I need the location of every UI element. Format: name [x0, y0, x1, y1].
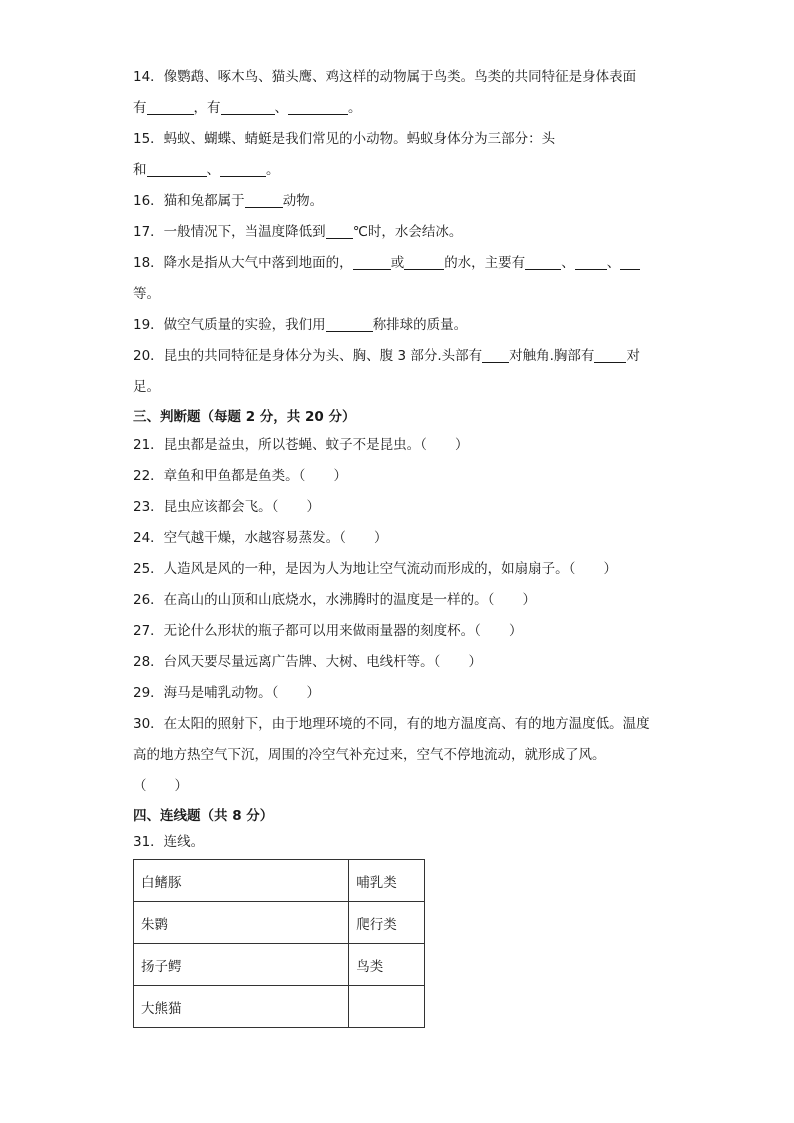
- question-18-line-1: [133, 248, 673, 279]
- question-24-close: ）: [373, 530, 388, 546]
- answer-blank[interactable]: [353, 255, 391, 270]
- question-17-text-b: ℃时，水会结冰。: [352, 224, 463, 240]
- answer-blank[interactable]: [482, 348, 509, 363]
- question-30-close: ）: [174, 778, 188, 794]
- question-14-text-e: 。: [348, 100, 362, 116]
- question-15-line-2: [133, 155, 673, 186]
- question-28-close: ）: [468, 654, 482, 670]
- question-31-text: 31．连线。: [133, 834, 205, 850]
- worksheet-page: [133, 62, 673, 1028]
- question-20-text-c: 对: [626, 348, 640, 364]
- answer-blank[interactable]: [594, 348, 626, 363]
- question-19-text: 19．做空气质量的实验，我们用: [133, 317, 326, 333]
- question-27-text: 27．无论什么形状的瓶子都可以用来做雨量器的刻度杯。（: [133, 623, 481, 639]
- question-30-line-3: [133, 771, 673, 802]
- table-row: [134, 944, 425, 986]
- table-cell-left[interactable]: 白鳍豚: [134, 860, 349, 902]
- question-16-text-b: 动物。: [282, 193, 324, 209]
- table-cell-right[interactable]: 哺乳类: [349, 860, 425, 902]
- question-26: [133, 585, 673, 616]
- question-30-line-2: [133, 740, 673, 771]
- question-30-line-1: [133, 709, 673, 740]
- matching-table: [133, 859, 425, 1028]
- question-29: [133, 678, 673, 709]
- answer-blank[interactable]: [221, 100, 275, 115]
- question-24-text: 24．空气越干燥，水越容易蒸发。（: [133, 530, 346, 546]
- question-18-text-c: 的水，主要有: [444, 255, 526, 271]
- section-4-heading: [133, 804, 673, 829]
- section-3-heading-text: 三、判断题（每题 2 分，共 20 分）: [133, 409, 356, 425]
- question-14-text-b: 有: [133, 100, 147, 116]
- question-20-text-b: 对触角.胸部有: [509, 348, 595, 364]
- question-25: [133, 554, 673, 585]
- answer-blank[interactable]: [525, 255, 561, 270]
- question-26-close: ）: [522, 592, 536, 608]
- question-25-text: 25．人造风是风的一种，是因为人为地让空气流动而形成的，如扇扇子。（: [133, 561, 576, 577]
- question-27-close: ）: [508, 623, 523, 639]
- question-16: [133, 186, 673, 217]
- answer-blank[interactable]: [404, 255, 444, 270]
- answer-blank[interactable]: [288, 100, 348, 115]
- question-17-text: 17．一般情况下，当温度降低到: [133, 224, 326, 240]
- question-30-text-b: 高的地方热空气下沉，周围的冷空气补充过来，空气不停地流动，就形成了风。: [133, 747, 606, 763]
- question-15-text-b: 和: [133, 162, 147, 178]
- question-18-text-e: 、: [606, 255, 621, 271]
- question-14-text-d: 、: [274, 100, 288, 116]
- question-27: [133, 616, 673, 647]
- table-cell-right[interactable]: [349, 986, 425, 1028]
- section-4-heading-text: 四、连线题（共 8 分）: [133, 808, 274, 824]
- table-cell-right[interactable]: 鸟类: [349, 944, 425, 986]
- question-18-line-2: [133, 279, 673, 310]
- question-22-close: ）: [333, 468, 347, 484]
- question-16-text: 16．猫和兔都属于: [133, 193, 245, 209]
- table-cell-right[interactable]: 爬行类: [349, 902, 425, 944]
- question-20-line-1: [133, 341, 673, 372]
- answer-blank[interactable]: [575, 255, 607, 270]
- question-23-text: 23．昆虫应该都会飞。（: [133, 499, 279, 515]
- question-22-text: 22．章鱼和甲鱼都是鱼类。（: [133, 468, 306, 484]
- question-18-text-f: 等。: [133, 286, 160, 302]
- answer-blank[interactable]: [220, 162, 266, 177]
- question-23-close: ）: [306, 499, 320, 515]
- answer-blank[interactable]: [245, 193, 283, 208]
- answer-blank[interactable]: [326, 224, 353, 239]
- question-20-line-2: [133, 372, 673, 403]
- question-14-text-c: ，有: [193, 100, 221, 116]
- question-14-line-1: [133, 62, 673, 93]
- question-21-text: 21．昆虫都是益虫，所以苍蝇、蚊子不是昆虫。（: [133, 437, 427, 453]
- question-30-text: 30．在太阳的照射下，由于地理环境的不同，有的地方温度高、有的地方温度低。温度: [133, 716, 650, 732]
- question-23: [133, 492, 673, 523]
- question-26-text: 26．在高山的山顶和山底烧水，水沸腾时的温度是一样的。（: [133, 592, 495, 608]
- question-18-text: 18．降水是指从大气中落到地面的，: [133, 255, 353, 271]
- question-22: [133, 461, 673, 492]
- question-28: [133, 647, 673, 678]
- question-17: [133, 217, 673, 248]
- question-15-text: 15．蚂蚁、蝴蝶、蜻蜓是我们常见的小动物。蚂蚁身体分为三部分：头: [133, 131, 556, 147]
- question-25-close: ）: [603, 561, 617, 577]
- question-31: [133, 829, 673, 855]
- question-14-line-2: [133, 93, 673, 124]
- question-15-text-d: 。: [266, 162, 280, 178]
- question-29-close: ）: [306, 685, 320, 701]
- question-20-text: 20．昆虫的共同特征是身体分为头、胸、腹 3 部分.头部有: [133, 348, 483, 364]
- question-24: [133, 523, 673, 554]
- question-18-text-b: 或: [390, 255, 405, 271]
- question-14-text: 14．像鹦鹉、啄木鸟、猫头鹰、鸡这样的动物属于鸟类。鸟类的共同特征是身体表面: [133, 69, 637, 85]
- question-28-text: 28．台风天要尽量远离广告牌、大树、电线杆等。（: [133, 654, 441, 670]
- table-row: [134, 860, 425, 902]
- question-29-text: 29．海马是哺乳动物。（: [133, 685, 279, 701]
- question-19-text-b: 称排球的质量。: [372, 317, 468, 333]
- question-15-text-c: 、: [206, 162, 220, 178]
- table-row: [134, 902, 425, 944]
- table-row: [134, 986, 425, 1028]
- answer-blank[interactable]: [147, 162, 207, 177]
- question-21: [133, 430, 673, 461]
- question-21-close: ）: [454, 437, 469, 453]
- answer-blank[interactable]: [620, 255, 640, 270]
- table-cell-left[interactable]: 大熊猫: [134, 986, 349, 1028]
- question-30-open: （: [133, 778, 147, 794]
- section-3-heading: [133, 405, 673, 430]
- answer-blank[interactable]: [326, 317, 373, 332]
- question-19: [133, 310, 673, 341]
- table-cell-left[interactable]: 朱鹮: [134, 902, 349, 944]
- question-18-text-d: 、: [561, 255, 575, 271]
- answer-blank[interactable]: [147, 100, 194, 115]
- question-15-line-1: [133, 124, 673, 155]
- question-20-text-d: 足。: [133, 379, 160, 395]
- table-cell-left[interactable]: 扬子鳄: [134, 944, 349, 986]
